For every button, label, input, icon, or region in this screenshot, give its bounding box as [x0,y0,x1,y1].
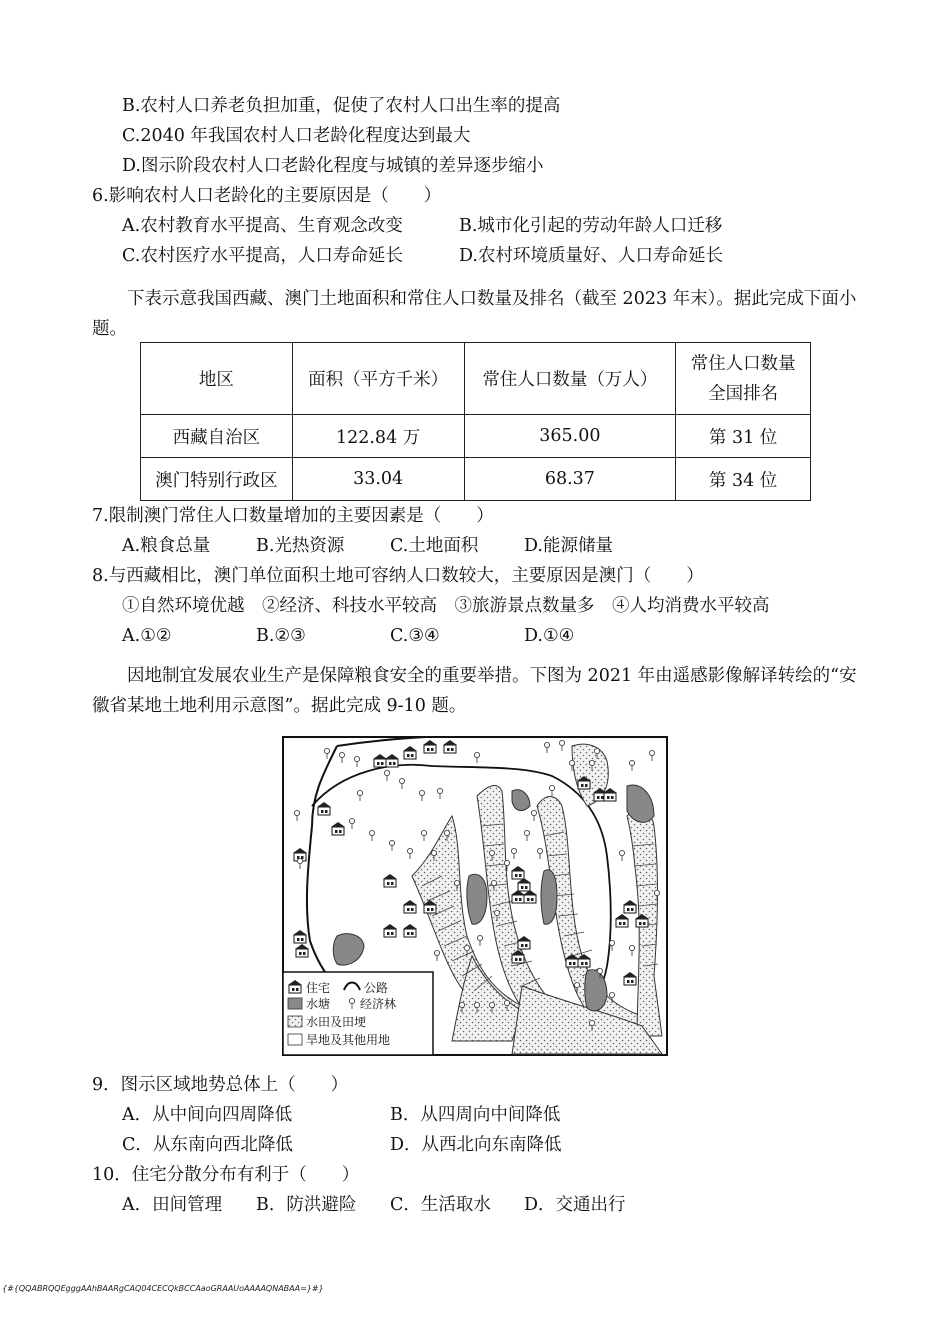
q9-option-b: B．从四周向中间降低 [390,1105,561,1125]
paddy-legend-icon [288,1016,302,1027]
header-rank-line2: 全国排名 [708,383,779,404]
data-table [140,342,811,501]
header-area: 面积（平方千米） [292,343,464,415]
q9-stem: 9．图示区域地势总体上（ ） [92,1075,349,1095]
cell-region: 西藏自治区 [141,415,293,458]
q10-stem: 10．住宅分散分布有利于（ ） [92,1165,360,1185]
q6-stem: 6.影响农村人口老龄化的主要原因是（ ） [92,186,442,206]
legend-pond-label: 水塘 [306,997,331,1011]
q10-option-d: D．交通出行 [524,1195,626,1215]
q10-option-c: C．生活取水 [390,1195,491,1215]
q7-stem: 7.限制澳门常住人口数量增加的主要因素是（ ） [92,506,494,526]
q7-option-a: A.粮食总量 [122,536,211,556]
q6-option-d: D.农村环境质量好、人口寿命延长 [459,246,723,266]
cell-population: 365.00 [464,415,676,458]
q5-option-b: B.农村人口养老负担加重，促使了农村人口出生率的提高 [122,96,561,116]
dry-land-legend-icon [288,1034,302,1045]
footer-code: {#{QQABRQQEgggAAhBAARgCAQ04CECQkBCCAaoGRAAUoAAAAQNABAA=}#} [2,1284,324,1293]
legend-paddy-label: 水田及田埂 [306,1015,367,1029]
cell-area: 33.04 [292,458,464,501]
q8-option-b: B.②③ [256,626,306,646]
q8-items: ①自然环境优越 ②经济、科技水平较高 ③旅游景点数量多 ④人均消费水平较高 [122,596,770,616]
q7-option-d: D.能源储量 [524,536,613,556]
legend-forest-label: 经济林 [360,997,397,1011]
q8-option-a: A.①② [122,626,172,646]
q6-option-a: A.农村教育水平提高、生育观念改变 [122,216,403,236]
pond-legend-icon [288,998,302,1009]
cell-population: 68.37 [464,458,676,501]
table-row [141,415,811,458]
q8-option-c: C.③④ [390,626,440,646]
header-population: 常住人口数量（万人） [464,343,676,415]
table-header-row [141,343,811,415]
cell-rank: 第 31 位 [676,415,811,458]
q9-option-c: C．从东南向西北降低 [122,1135,293,1155]
header-region: 地区 [141,343,293,415]
q8-stem: 8.与西藏相比，澳门单位面积土地可容纳人口数较大，主要原因是澳门（ ） [92,566,704,586]
q9-option-d: D．从西北向东南降低 [390,1135,562,1155]
q5-option-c: C.2040 年我国农村人口老龄化程度达到最大 [122,126,471,146]
cell-area: 122.84 万 [292,415,464,458]
legend-road-label: 公路 [364,981,389,995]
cell-region: 澳门特别行政区 [141,458,293,501]
legend-house-label: 住宅 [306,981,331,995]
table-intro: 下表示意我国西藏、澳门土地面积和常住人口数量及排名（截至 2023 年末）。据此完成下面小题。 [92,289,857,339]
cell-rank: 第 34 位 [676,458,811,501]
q10-option-b: B．防洪避险 [256,1195,357,1215]
q6-option-c: C.农村医疗水平提高，人口寿命延长 [122,246,403,266]
q10-option-a: A．田间管理 [122,1195,223,1215]
q7-option-b: B.光热资源 [256,536,345,556]
table-row [141,458,811,501]
q9-option-a: A．从中间向四周降低 [122,1105,293,1125]
header-rank [676,343,811,415]
land-use-map [282,736,668,1056]
header-rank-line1: 常住人口数量 [690,353,796,374]
q5-option-d: D.图示阶段农村人口老龄化程度与城镇的差异逐步缩小 [122,156,544,176]
q6-option-b: B.城市化引起的劳动年龄人口迁移 [459,216,723,236]
map-intro: 因地制宜发展农业生产是保障粮食安全的重要举措。下图为 2021 年由遥感影像解译转绘的“安徽省某地土地利用示意图”。据此完成 9-10 题。 [92,666,857,716]
legend-dry-label: 旱地及其他用地 [306,1033,391,1047]
q7-option-c: C.土地面积 [390,536,479,556]
q8-option-d: D.①④ [524,626,575,646]
